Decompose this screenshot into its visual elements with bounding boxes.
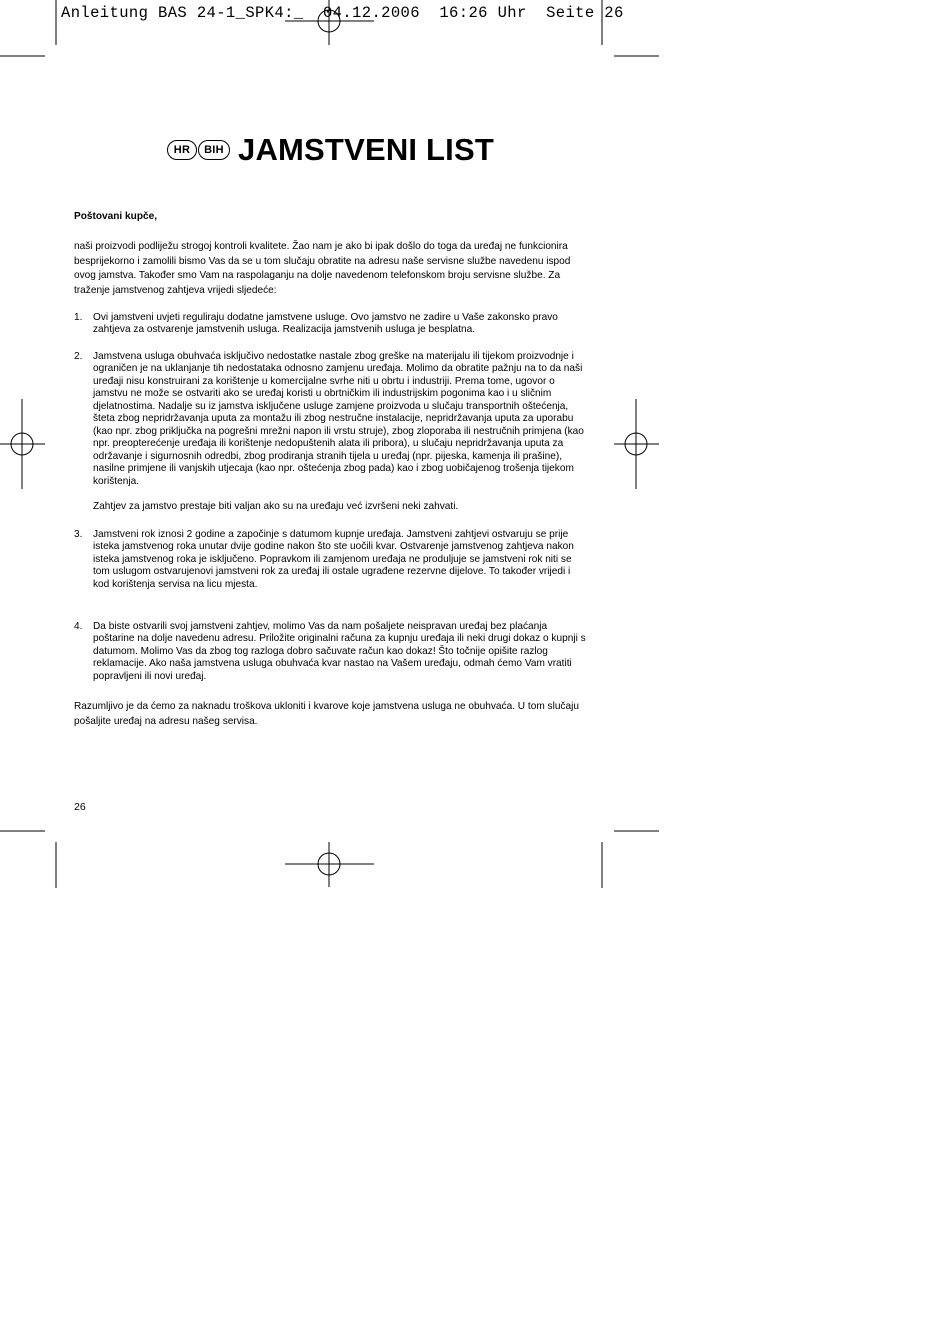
registration-mark-left (0, 399, 45, 489)
list-item (74, 312, 586, 337)
list-item-number: 1. (74, 312, 83, 323)
list-item (74, 529, 586, 591)
list-item-text: Ovi jamstveni uvjeti reguliraju dodatne jamstvene usluge. Ovo jamstvo ne zadire u Vaše zakonsko pravo zahtjeva za ostvarenje jamstvenih usluga. Realizacija jamstvenih usluga je besplatna. (93, 312, 558, 336)
page-title: JAMSTVENI LIST (238, 132, 494, 167)
list-item-note: Zahtjev za jamstvo prestaje biti valjan ako su na uređaju već izvršeni neki zahvati. (93, 501, 459, 512)
list-item-text: Da biste ostvarili svoj jamstveni zahtjev, molimo Vas da nam pošaljete neispravan uređaj bez plaćanja poštarine na dolje navedenu adresu. Priložite originalni računa za kupnju uređaja ili neki drugi dokaz o kupnji s datumom. Molimo Vas da zbog tog razloga dobro sačuvate račun kao dokaz! Što točnije opišite razlog reklamacije. Ako naša jamstvena usluga obuhvaća kvar nastao na Vašem uređaju, odmah ćemo Vam vratiti popravljeni ili novi uređaj. (93, 621, 586, 682)
page-number: 26 (74, 801, 86, 813)
list-item-text: Jamstveni rok iznosi 2 godine a započinje s datumom kupnje uređaja. Jamstveni zahtjevi ostvaruju se prije isteka jamstvenog roka unutar dvije godine nakon što ste uočili kvar. Ostvarenje jamstvenog zahtjeva nakon isteka jamstvenog roka je isključeno. Popravkom ili zamjenom uređaja ne produljuje se jamstveni rok niti se tom uslugom ostvarujenovi jamstveni rok za uređaj ili ostale ugrađene rezervne dijelove. To također vrijedi i kod korištenja servisa na licu mjesta. (93, 529, 574, 590)
closing-paragraph: Razumljivo je da ćemo za naknadu troškova ukloniti i kvarove koje jamstvena usluga ne obuhvaća. U tom slučaju pošaljite uređaj na adresu našeg servisa. (74, 701, 579, 727)
registration-mark-bottom (285, 842, 374, 887)
list-item-number: 3. (74, 529, 83, 540)
list-item-number: 2. (74, 351, 83, 362)
intro-paragraph: naši proizvodi podliježu strogoj kontroli kvalitete. Žao nam je ako bi ipak došlo do toga da uređaj ne funkcionira besprijekorno i zamolili bismo Vas da se u tom slučaju obratite na adresu naše servisne službe navedenu ispod ovog jamstva. Također smo Vam na raspolaganju na dolje navedenom telefonskom broju servisne službe. Za traženje jamstvenog zahtjeva vrijedi sljedeće: (74, 241, 571, 296)
print-slug-header: Anleitung BAS 24-1_SPK4:_ 04.12.2006 16:26 Uhr Seite 26 (61, 4, 624, 22)
title-row (167, 132, 494, 168)
list-item (74, 621, 586, 683)
country-badge-bih: BIH (198, 140, 230, 160)
greeting: Poštovani kupče, (74, 211, 158, 222)
list-item-text: Jamstvena usluga obuhvaća isključivo nedostatke nastale zbog greške na materijalu ili tijekom proizvodnje i ograničen je na uklanjanje tih nedostataka odnosno zamjenu uređaja. Molimo da obratite pažnju na to da naši uređaji nisu konstruirani za korištenje u komercijalne svrhe niti u obrtu i industriji. Prema tome, ugovor o jamstvu ne može se ostvariti ako se uređaj koristi u obrtničkim ili industrijskim pogonima kao i u sličnim djelatnostima. Nadalje su iz jamstva isključene usluge zamjene proizvoda u slučaju transportnih oštećenja, šteta zbog nepridržavanja uputa za montažu ili zbog nestručne instalacije, nepridržavanja uputa za uporabu (kao npr. zbog priključka na pogrešni mrežni napon ili vrstu struje), zbog zloporaba ili nestručnih primjena (kao npr. preopterećenje uređaja ili korištenje nedopuštenih alata ili pribora), u slučaju nepridržavanja uputa za održavanje i sigurnosnih odredbi, zbog prodiranja stranih tijela u uređaj (npr. pijeska, kamenja ili prašine), nasilne primjene ili vanjskih utjecaja (kao npr. oštećenja zbog pada) kao i zbog uobičajenog trošenja tijekom korištenja. (93, 351, 584, 487)
country-badge-hr: HR (167, 140, 197, 160)
list-item (74, 351, 586, 488)
registration-mark-right (614, 399, 659, 489)
list-item-number: 4. (74, 621, 83, 632)
